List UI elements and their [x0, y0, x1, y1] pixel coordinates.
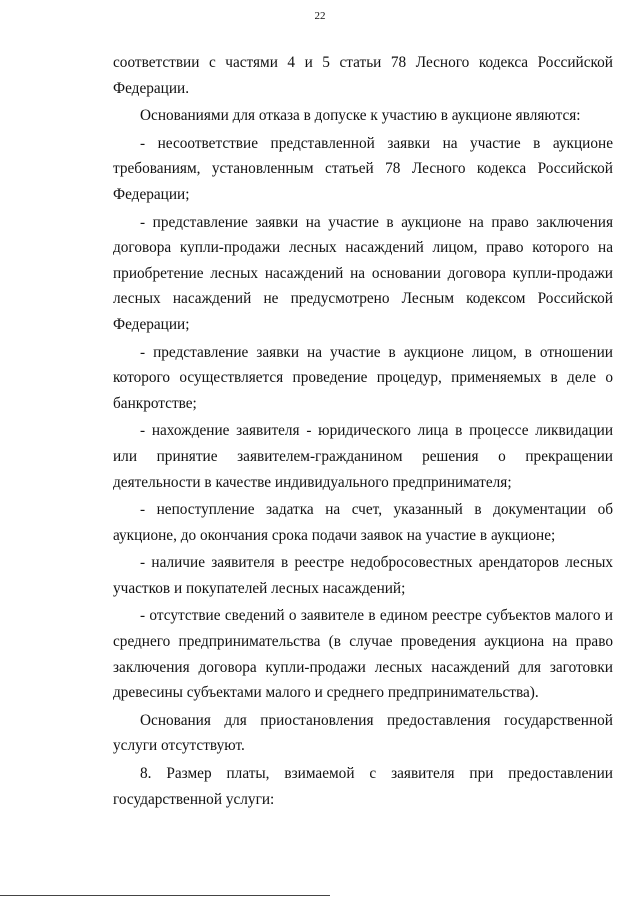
paragraph-section-8: 8. Размер платы, взимаемой с заявителя при предоставлении государственной услуги:: [113, 765, 613, 808]
paragraph-refusal-item-5: - непоступление задатка на счет, указанный в документации об аукционе, до окончания срока подачи заявок на участие в аукционе;: [113, 501, 613, 544]
paragraph-refusal-item-1: - несоответствие представленной заявки на участие в аукционе требованиям, установленным статьей 78 Лесного кодекса Российской Федерации;: [113, 134, 613, 203]
paragraph-refusal-item-4: - нахождение заявителя - юридического лица в процессе ликвидации или принятие заявителем-гражданином решения о прекращении деятельности в качестве индивидуального предпринимателя;: [113, 422, 613, 491]
paragraph-refusal-item-7: - отсутствие сведений о заявителе в едином реестре субъектов малого и среднего предпринимательства (в случае проведения аукциона на право заключения договора купли-продажи лесных насаждений для заготовки древесины субъектами малого и среднего предпринимательства).: [113, 607, 613, 702]
bottom-divider: [0, 895, 330, 896]
document-body: [113, 50, 613, 812]
paragraph-refusal-item-3: - представление заявки на участие в аукционе лицом, в отношении которого осуществляется проведение процедур, применяемых в деле о банкротстве;: [113, 343, 613, 412]
paragraph-refusal-grounds-intro: Основаниями для отказа в допуске к участию в аукционе являются:: [140, 107, 581, 125]
paragraph-suspension-grounds: Основания для приостановления предоставления государственной услуги отсутствуют.: [113, 711, 613, 755]
page-number: 22: [314, 10, 326, 22]
paragraph-refusal-item-6: - наличие заявителя в реестре недобросовестных арендаторов лесных участков и покупателей лесных насаждений;: [113, 554, 613, 597]
paragraph-continuation: соответствии с частями 4 и 5 статьи 78 Лесного кодекса Российской Федерации.: [113, 54, 613, 97]
paragraph-refusal-item-2: - представление заявки на участие в аукционе на право заключения договора купли-продажи лесных насаждений лицом, право которого на приобретение лесных насаждений на основании договора купли-продажи лесных насаждений не предусмотрено Лесным кодексом Российской Федерации;: [113, 213, 613, 333]
